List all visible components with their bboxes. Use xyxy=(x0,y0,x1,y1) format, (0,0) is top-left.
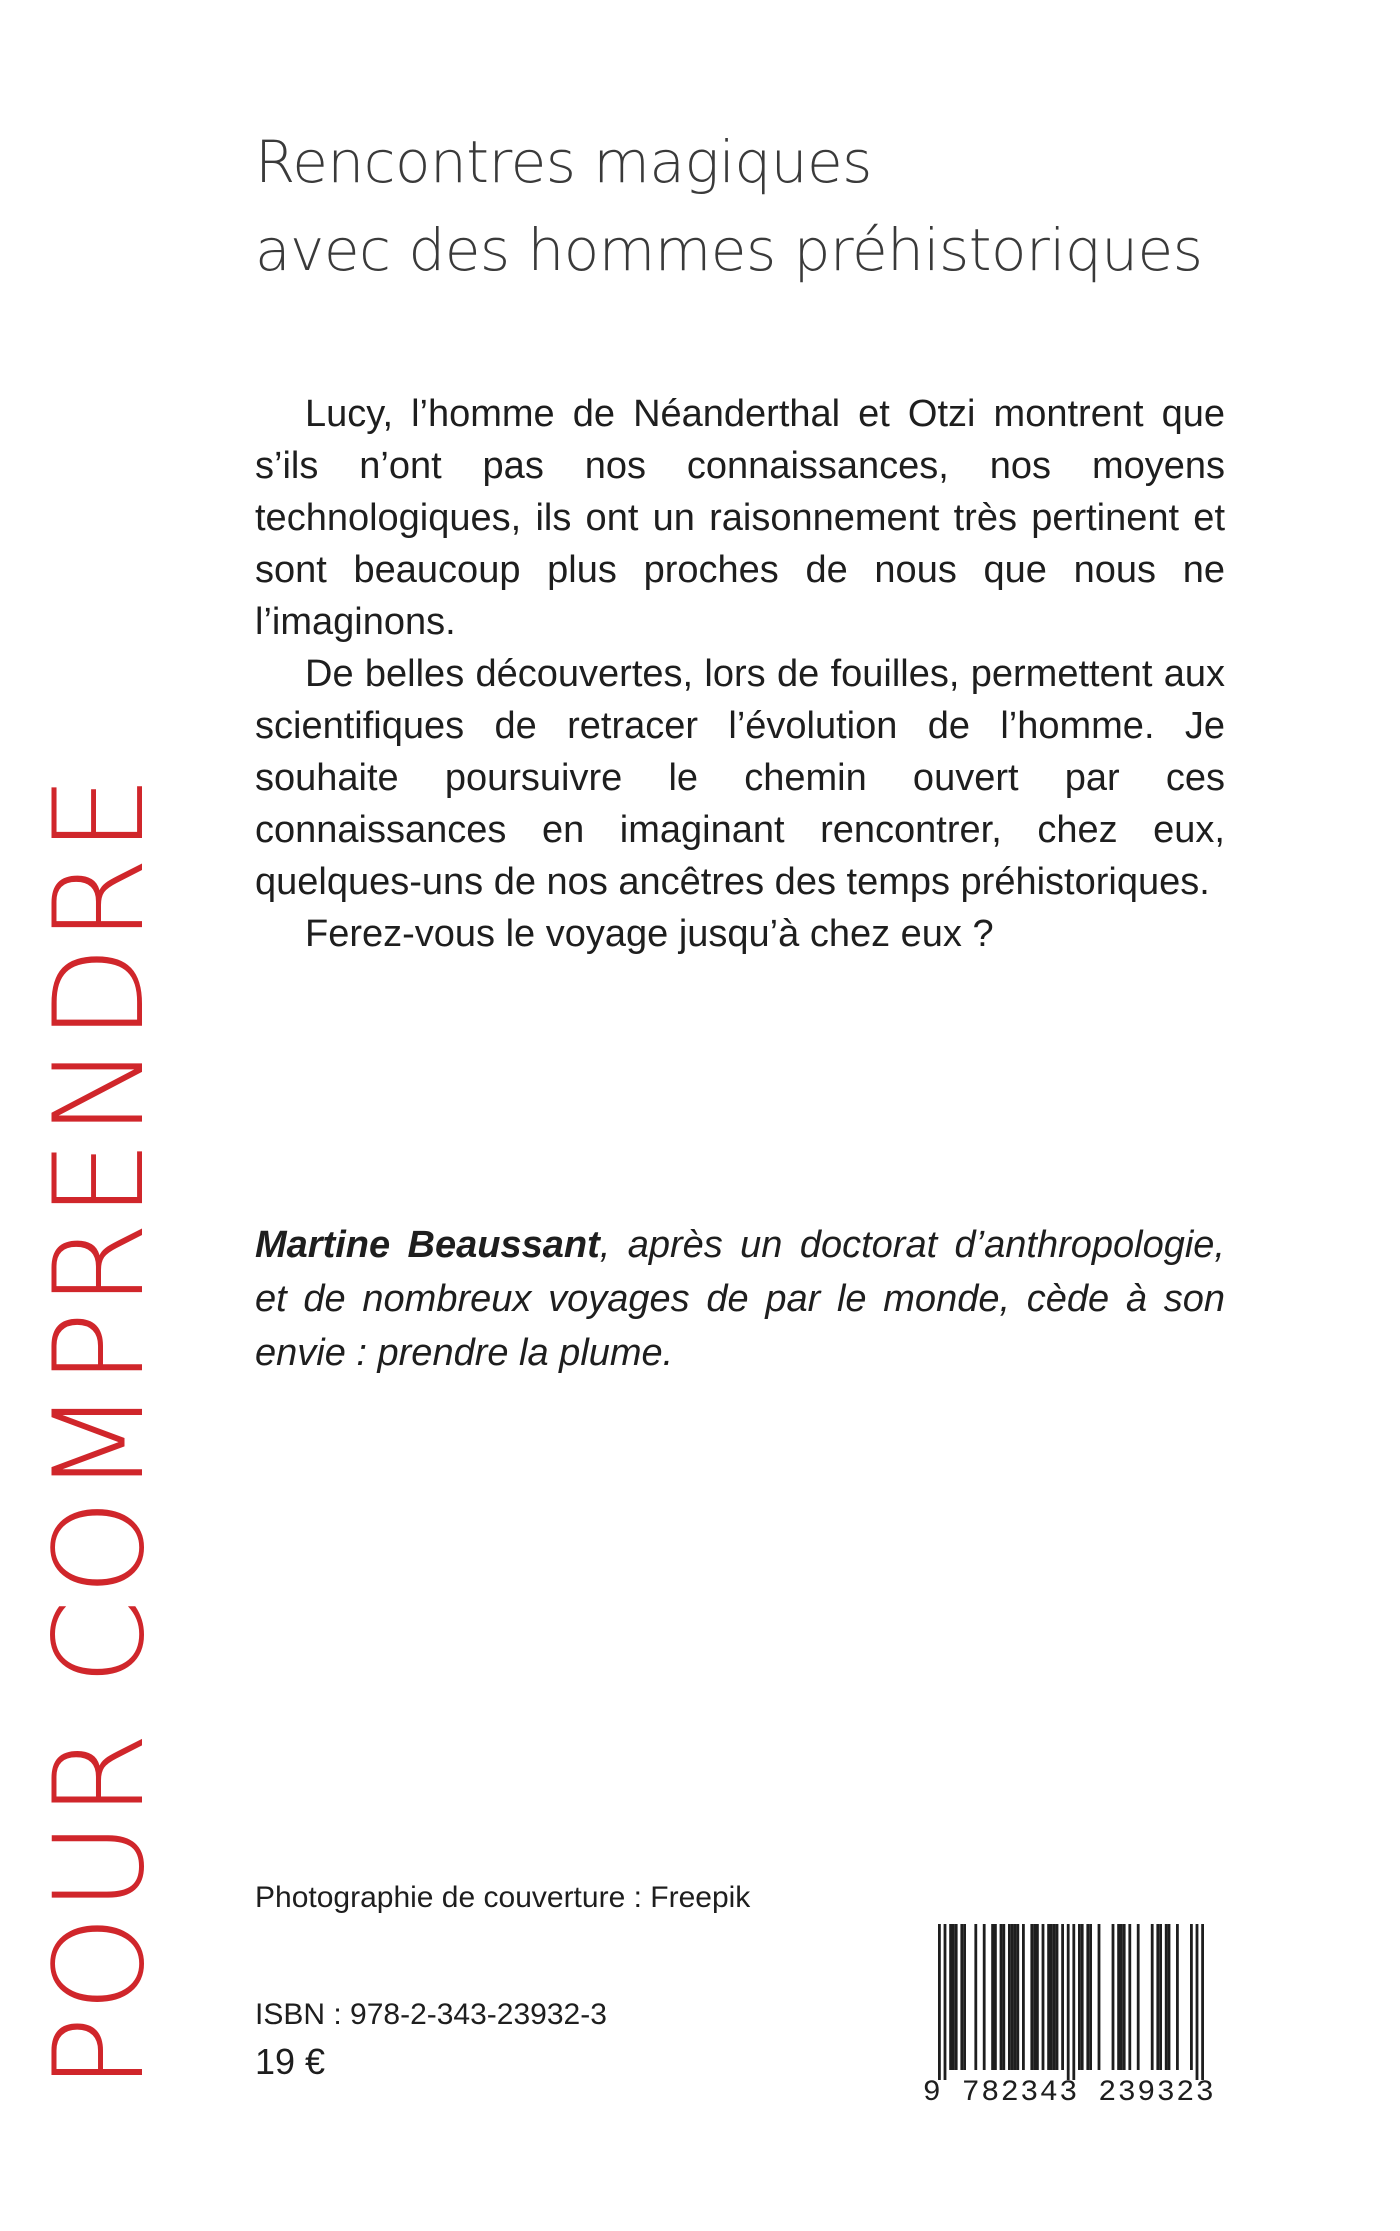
blurb-paragraph-3: Ferez-vous le voyage jusqu’à chez eux ? xyxy=(305,913,994,955)
barcode-bar xyxy=(1002,1924,1005,2070)
barcode-bar xyxy=(1081,1924,1084,2070)
barcode-bars xyxy=(918,1920,1220,2080)
barcode-bar xyxy=(1047,1924,1050,2070)
barcode-bar xyxy=(952,1924,955,2070)
barcode-bar xyxy=(1117,1924,1120,2070)
barcode-bar xyxy=(1137,1924,1140,2070)
barcode-bar xyxy=(1011,1924,1014,2070)
barcode-bar xyxy=(1061,1924,1064,2070)
barcode-bar xyxy=(1030,1924,1033,2070)
author-bio xyxy=(255,1218,1225,1380)
barcode-bar xyxy=(1042,1924,1045,2070)
barcode-bar xyxy=(1120,1924,1123,2070)
barcode-bar xyxy=(1112,1924,1115,2070)
barcode-bar xyxy=(1128,1924,1131,2070)
barcode-bar xyxy=(1201,1924,1204,2080)
barcode-bar xyxy=(1050,1924,1053,2070)
barcode-bar xyxy=(1156,1924,1159,2070)
barcode-bar xyxy=(955,1924,958,2070)
photo-credit: Photographie de couverture : Freepik xyxy=(255,1881,751,1914)
blurb xyxy=(255,388,1225,960)
blurb-paragraph-1: Lucy, l’homme de Néanderthal et Otzi montrent que s’ils n’ont pas nos connaissances, nos moyens technologiques, ils ont un raisonnement très pertinent et sont beaucoup plus proches de nous que nous ne l’imaginons. xyxy=(255,393,1225,643)
title-line-1: Rencontres magiques xyxy=(255,128,872,196)
barcode-bar xyxy=(1008,1924,1011,2070)
barcode-bar xyxy=(1151,1924,1154,2070)
barcode-bar xyxy=(949,1924,952,2070)
blurb-paragraph-2: De belles découvertes, lors de fouilles, permettent aux scientifiques de retracer l’évolution de l’homme. Je souhaite poursuivre le chemin ouvert par ces connaissances en imaginant rencontrer, chez eux, quelques-uns de nos ancêtres des temps préhistoriques. xyxy=(255,653,1225,903)
barcode-bar xyxy=(1033,1924,1036,2070)
barcode-bar xyxy=(1072,1924,1075,2080)
barcode-bar xyxy=(1196,1924,1199,2080)
barcode-bar xyxy=(1190,1924,1193,2070)
isbn: ISBN : 978-2-343-23932-3 xyxy=(255,1998,607,2031)
price: 19 € xyxy=(255,2041,326,2082)
barcode-bar xyxy=(1000,1924,1003,2070)
collection-name: POUR COMPRENDRE xyxy=(28,771,172,2090)
barcode-bar xyxy=(974,1924,977,2070)
barcode-bar xyxy=(1123,1924,1126,2070)
barcode-bar xyxy=(1159,1924,1162,2070)
author-name: Martine Beaussant xyxy=(255,1224,600,1266)
barcode-bar xyxy=(1089,1924,1092,2070)
barcode-bar xyxy=(983,1924,986,2070)
barcode-bar xyxy=(1078,1924,1081,2070)
barcode-bar xyxy=(1165,1924,1168,2070)
barcode-bar xyxy=(1168,1924,1171,2070)
barcode-bar xyxy=(960,1924,963,2070)
barcode-bar xyxy=(1067,1924,1070,2080)
barcode-bar xyxy=(1098,1924,1101,2070)
barcode-number: 9 782343 239323 xyxy=(922,2076,1216,2110)
barcode-bar xyxy=(991,1924,994,2070)
barcode-bar xyxy=(938,1924,941,2080)
barcode-bar xyxy=(1022,1924,1025,2070)
barcode-bar xyxy=(1176,1924,1179,2070)
barcode-bar xyxy=(1086,1924,1089,2070)
title-line-2: avec des hommes préhistoriques xyxy=(255,216,1203,284)
barcode-bar xyxy=(944,1924,947,2080)
barcode-bar xyxy=(1053,1924,1056,2070)
barcode-bar xyxy=(1014,1924,1017,2070)
barcode-bar xyxy=(994,1924,997,2070)
barcode-bar xyxy=(1056,1924,1059,2070)
barcode-bar xyxy=(1016,1924,1019,2070)
book-title xyxy=(255,118,1295,294)
barcode-bar xyxy=(963,1924,966,2070)
barcode-bar xyxy=(1036,1924,1039,2070)
author-bio-text: , après un doctorat d’anthropologie, et de nombreux voyages de par le monde, cède à son envie : prendre la plume. xyxy=(255,1224,1225,1374)
